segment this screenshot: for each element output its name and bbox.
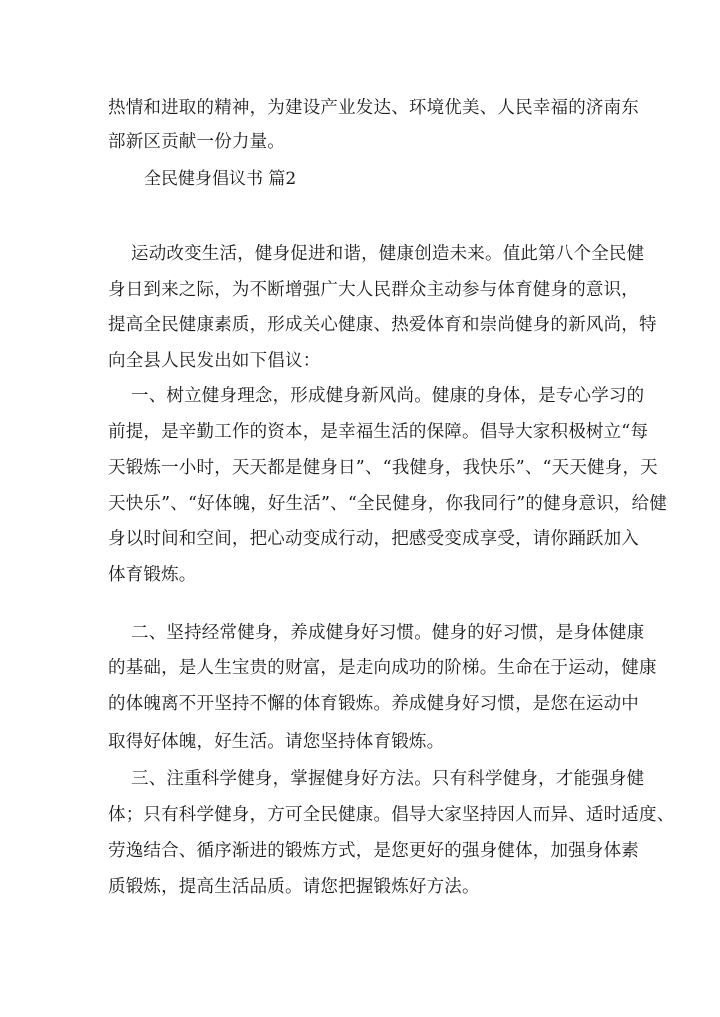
text-line: 劳逸结合、循序渐进的锻炼方式，是您更好的强身健体，加强身体素: [108, 841, 639, 861]
text-line: 三、注重科学健身，掌握健身好方法。只有科学健身，才能强身健: [131, 769, 645, 789]
text-line: 的基础，是人生宝贵的财富，是走向成功的阶梯。生命在于运动，健康: [108, 658, 657, 678]
text-line: 运动改变生活，健身促进和谐，健康创造未来。值此第八个全民健: [131, 244, 645, 264]
text-line: 体育锻炼。: [108, 565, 197, 585]
section-heading: 全民健身倡议书 篇2: [144, 169, 297, 189]
text-line: 天快乐”、“好体魄，好生活”、“全民健身，你我同行”的健身意识，给健: [108, 494, 668, 514]
text-line: 提高全民健康素质，形成关心健康、热爱体育和崇尚健身的新风尚，特: [108, 315, 657, 335]
text-line: 热情和进取的精神，为建设产业发达、环境优美、人民幸福的济南东: [108, 98, 639, 118]
text-line: 的体魄离不开坚持不懈的体育锻炼。养成健身好习惯，是您在运动中: [108, 694, 639, 714]
text-line: 一、树立健身理念，形成健身新风尚。健康的身体，是专心学习的: [131, 386, 645, 406]
text-line: 身以时间和空间，把心动变成行动，把感受变成享受，请你踊跃加入: [108, 529, 639, 549]
text-line: 天锻炼一小时，天天都是健身日”、“我健身，我快乐”、“天天健身，天: [108, 458, 658, 478]
text-line: 向全县人民发出如下倡议：: [108, 351, 321, 371]
text-line: 取得好体魄，好生活。请您坚持体育锻炼。: [108, 732, 445, 752]
text-line: 前提，是辛勤工作的资本，是幸福生活的保障。倡导大家积极树立“每: [108, 422, 649, 442]
text-line: 体；只有科学健身，方可全民健康。倡导大家坚持因人而异、适时适度、: [108, 805, 675, 825]
text-line: 质锻炼，提高生活品质。请您把握锻炼好方法。: [108, 877, 480, 897]
text-line: 部新区贡献一份力量。: [108, 132, 285, 152]
text-line: 身日到来之际，为不断增强广大人民群众主动参与体育健身的意识，: [108, 280, 639, 300]
text-line: 二、坚持经常健身，养成健身好习惯。健身的好习惯，是身体健康: [131, 623, 645, 643]
